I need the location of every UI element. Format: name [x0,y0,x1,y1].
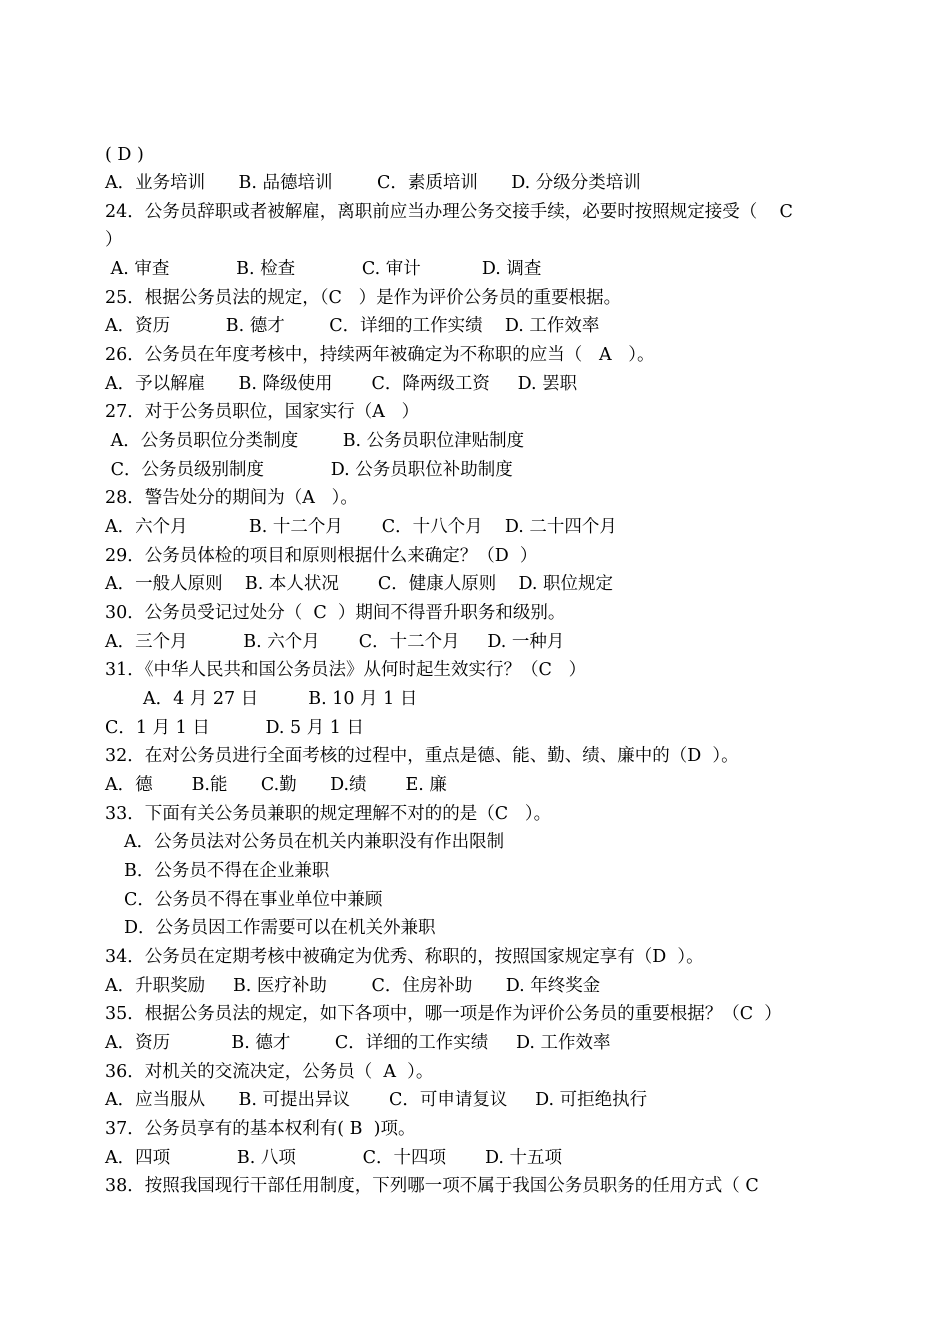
question-31: 31．《中华人民共和国公务员法》从何时起生效实行？（C ） [105,660,587,680]
question-29: 29．公务员体检的项目和原则根据什么来确定？（D ） [105,546,538,566]
question-27: 27．对于公务员职位，国家实行（A ） [105,402,420,422]
option-b: B．公务员不得在企业兼职 [124,861,330,881]
question-36: 36．对机关的交流决定，公务员（ A ）。 [105,1062,434,1082]
options-line: A．四项 B. 八项 C．十四项 D. 十五项 [105,1148,562,1168]
question-24: 24．公务员辞职或者被解雇，离职前应当办理公务交接手续，必要时按照规定接受（ C [105,202,793,222]
options-line: A. 审查 B. 检查 C. 审计 D. 调查 [105,259,542,279]
options-line: C．1 月 1 日 D. 5 月 1 日 [105,718,364,738]
question-28: 28．警告处分的期间为（A ）。 [105,488,358,508]
question-37: 37．公务员享有的基本权利有( B )项。 [105,1119,416,1139]
question-26: 26．公务员在年度考核中，持续两年被确定为不称职的应当（ A ）。 [105,345,655,365]
options-line: A．应当服从 B. 可提出异议 C．可申请复议 D. 可拒绝执行 [105,1090,648,1110]
question-32: 32．在对公务员进行全面考核的过程中，重点是德、能、勤、绩、廉中的（D ）。 [105,746,739,766]
question-30: 30．公务员受记过处分（ C ）期间不得晋升职务和级别。 [105,603,566,623]
question-35: 35．根据公务员法的规定，如下各项中，哪一项是作为评价公务员的重要根据？（C ） [105,1004,782,1024]
options-line: A．一般人原则 B. 本人状况 C．健康人原则 D. 职位规定 [105,574,613,594]
options-line: A．三个月 B. 六个月 C．十二个月 D. 一种月 [105,632,565,652]
options-line: C．公务员级别制度 D. 公务员职位补助制度 [105,460,513,480]
question-33: 33．下面有关公务员兼职的规定理解不对的的是（C ）。 [105,804,552,824]
options-line: A．德 B.能 C.勤 D.绩 E. 廉 [105,775,447,795]
option-a: A．公务员法对公务员在机关内兼职没有作出限制 [124,832,505,852]
options-line: A．资历 B. 德才 C．详细的工作实绩 D. 工作效率 [105,1033,611,1053]
options-line: A．4 月 27 日 B. 10 月 1 日 [143,689,418,709]
option-c: C．公务员不得在事业单位中兼顾 [124,890,383,910]
question-38: 38．按照我国现行干部任用制度，下列哪一项不属于我国公务员职务的任用方式（ C [105,1176,759,1196]
options-line: A．公务员职位分类制度 B. 公务员职位津贴制度 [105,431,525,451]
options-line: A．升职奖励 B. 医疗补助 C．住房补助 D. 年终奖金 [105,976,601,996]
options-line: A．业务培训 B. 品德培训 C．素质培训 D. 分级分类培训 [105,173,641,193]
question-24-continuation: ） [105,230,123,250]
option-d: D．公务员因工作需要可以在机关外兼职 [124,918,436,938]
answer-line: ( D ) [105,145,144,165]
options-line: A．资历 B. 德才 C．详细的工作实绩 D. 工作效率 [105,316,600,336]
question-25: 25．根据公务员法的规定，（C ）是作为评价公务员的重要根据。 [105,288,622,308]
options-line: A．予以解雇 B. 降级使用 C．降两级工资 D. 罢职 [105,374,578,394]
question-34: 34．公务员在定期考核中被确定为优秀、称职的，按照国家规定享有（D ）。 [105,947,704,967]
options-line: A．六个月 B. 十二个月 C．十八个月 D. 二十四个月 [105,517,617,537]
